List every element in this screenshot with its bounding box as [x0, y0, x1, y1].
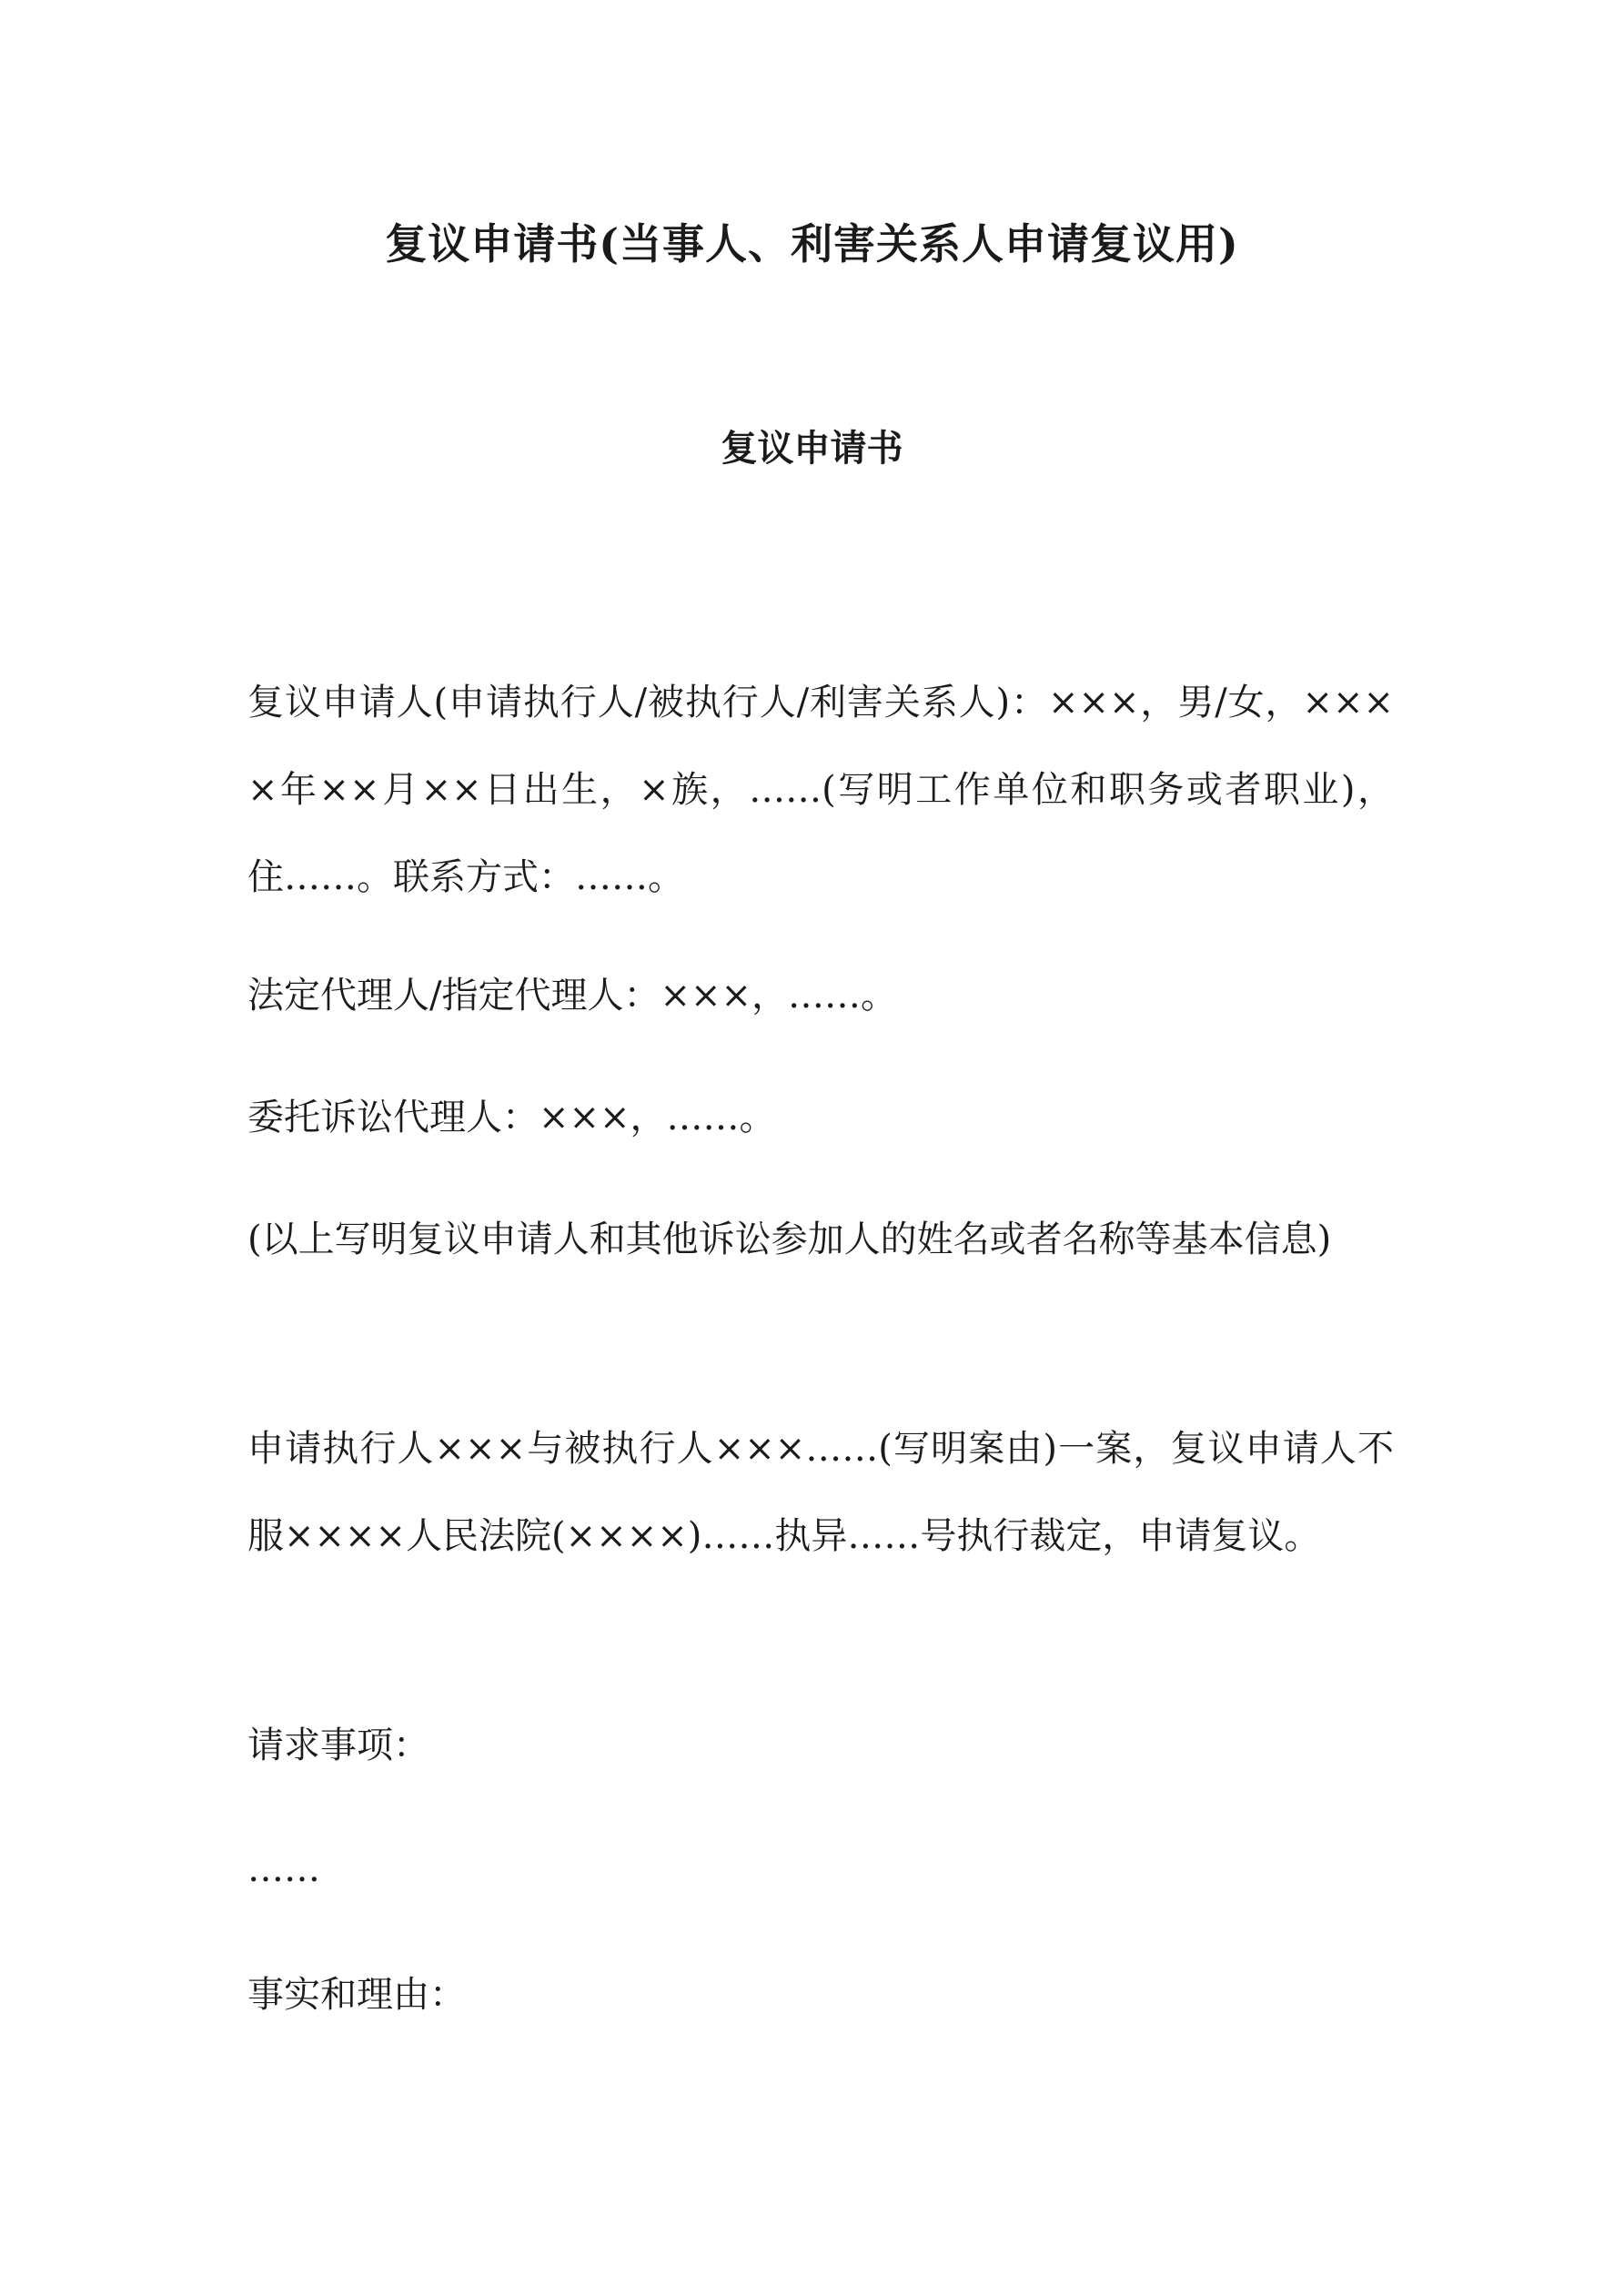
- applicant-info-paragraph: 复议申请人(申请执行人/被执行人/利害关系人)：×××，男/女，××××年××月××日出生，×族，……(写明工作单位和职务或者职业)，住……。联系方式：……。: [247, 682, 1394, 898]
- request-items-content: ……: [247, 1848, 320, 1890]
- case-statement-paragraph: 申请执行人×××与被执行人×××……(写明案由)一案，复议申请人不服××××人民法院(××××)……执异……号执行裁定，申请复议。: [247, 1428, 1394, 1557]
- entrusted-agent-paragraph: 委托诉讼代理人：×××，……。: [247, 1097, 776, 1138]
- participants-note-paragraph: (以上写明复议申请人和其他诉讼参加人的姓名或者名称等基本信息): [247, 1219, 1332, 1260]
- document-title: 复议申请书(当事人、利害关系人申请复议用): [385, 219, 1239, 268]
- facts-reasons-heading: 事实和理由：: [247, 1974, 466, 2016]
- legal-agent-paragraph: 法定代理人/指定代理人：×××，……。: [247, 975, 898, 1017]
- document-subtitle: 复议申请书: [721, 427, 903, 470]
- request-items-heading: 请求事项：: [247, 1725, 429, 1766]
